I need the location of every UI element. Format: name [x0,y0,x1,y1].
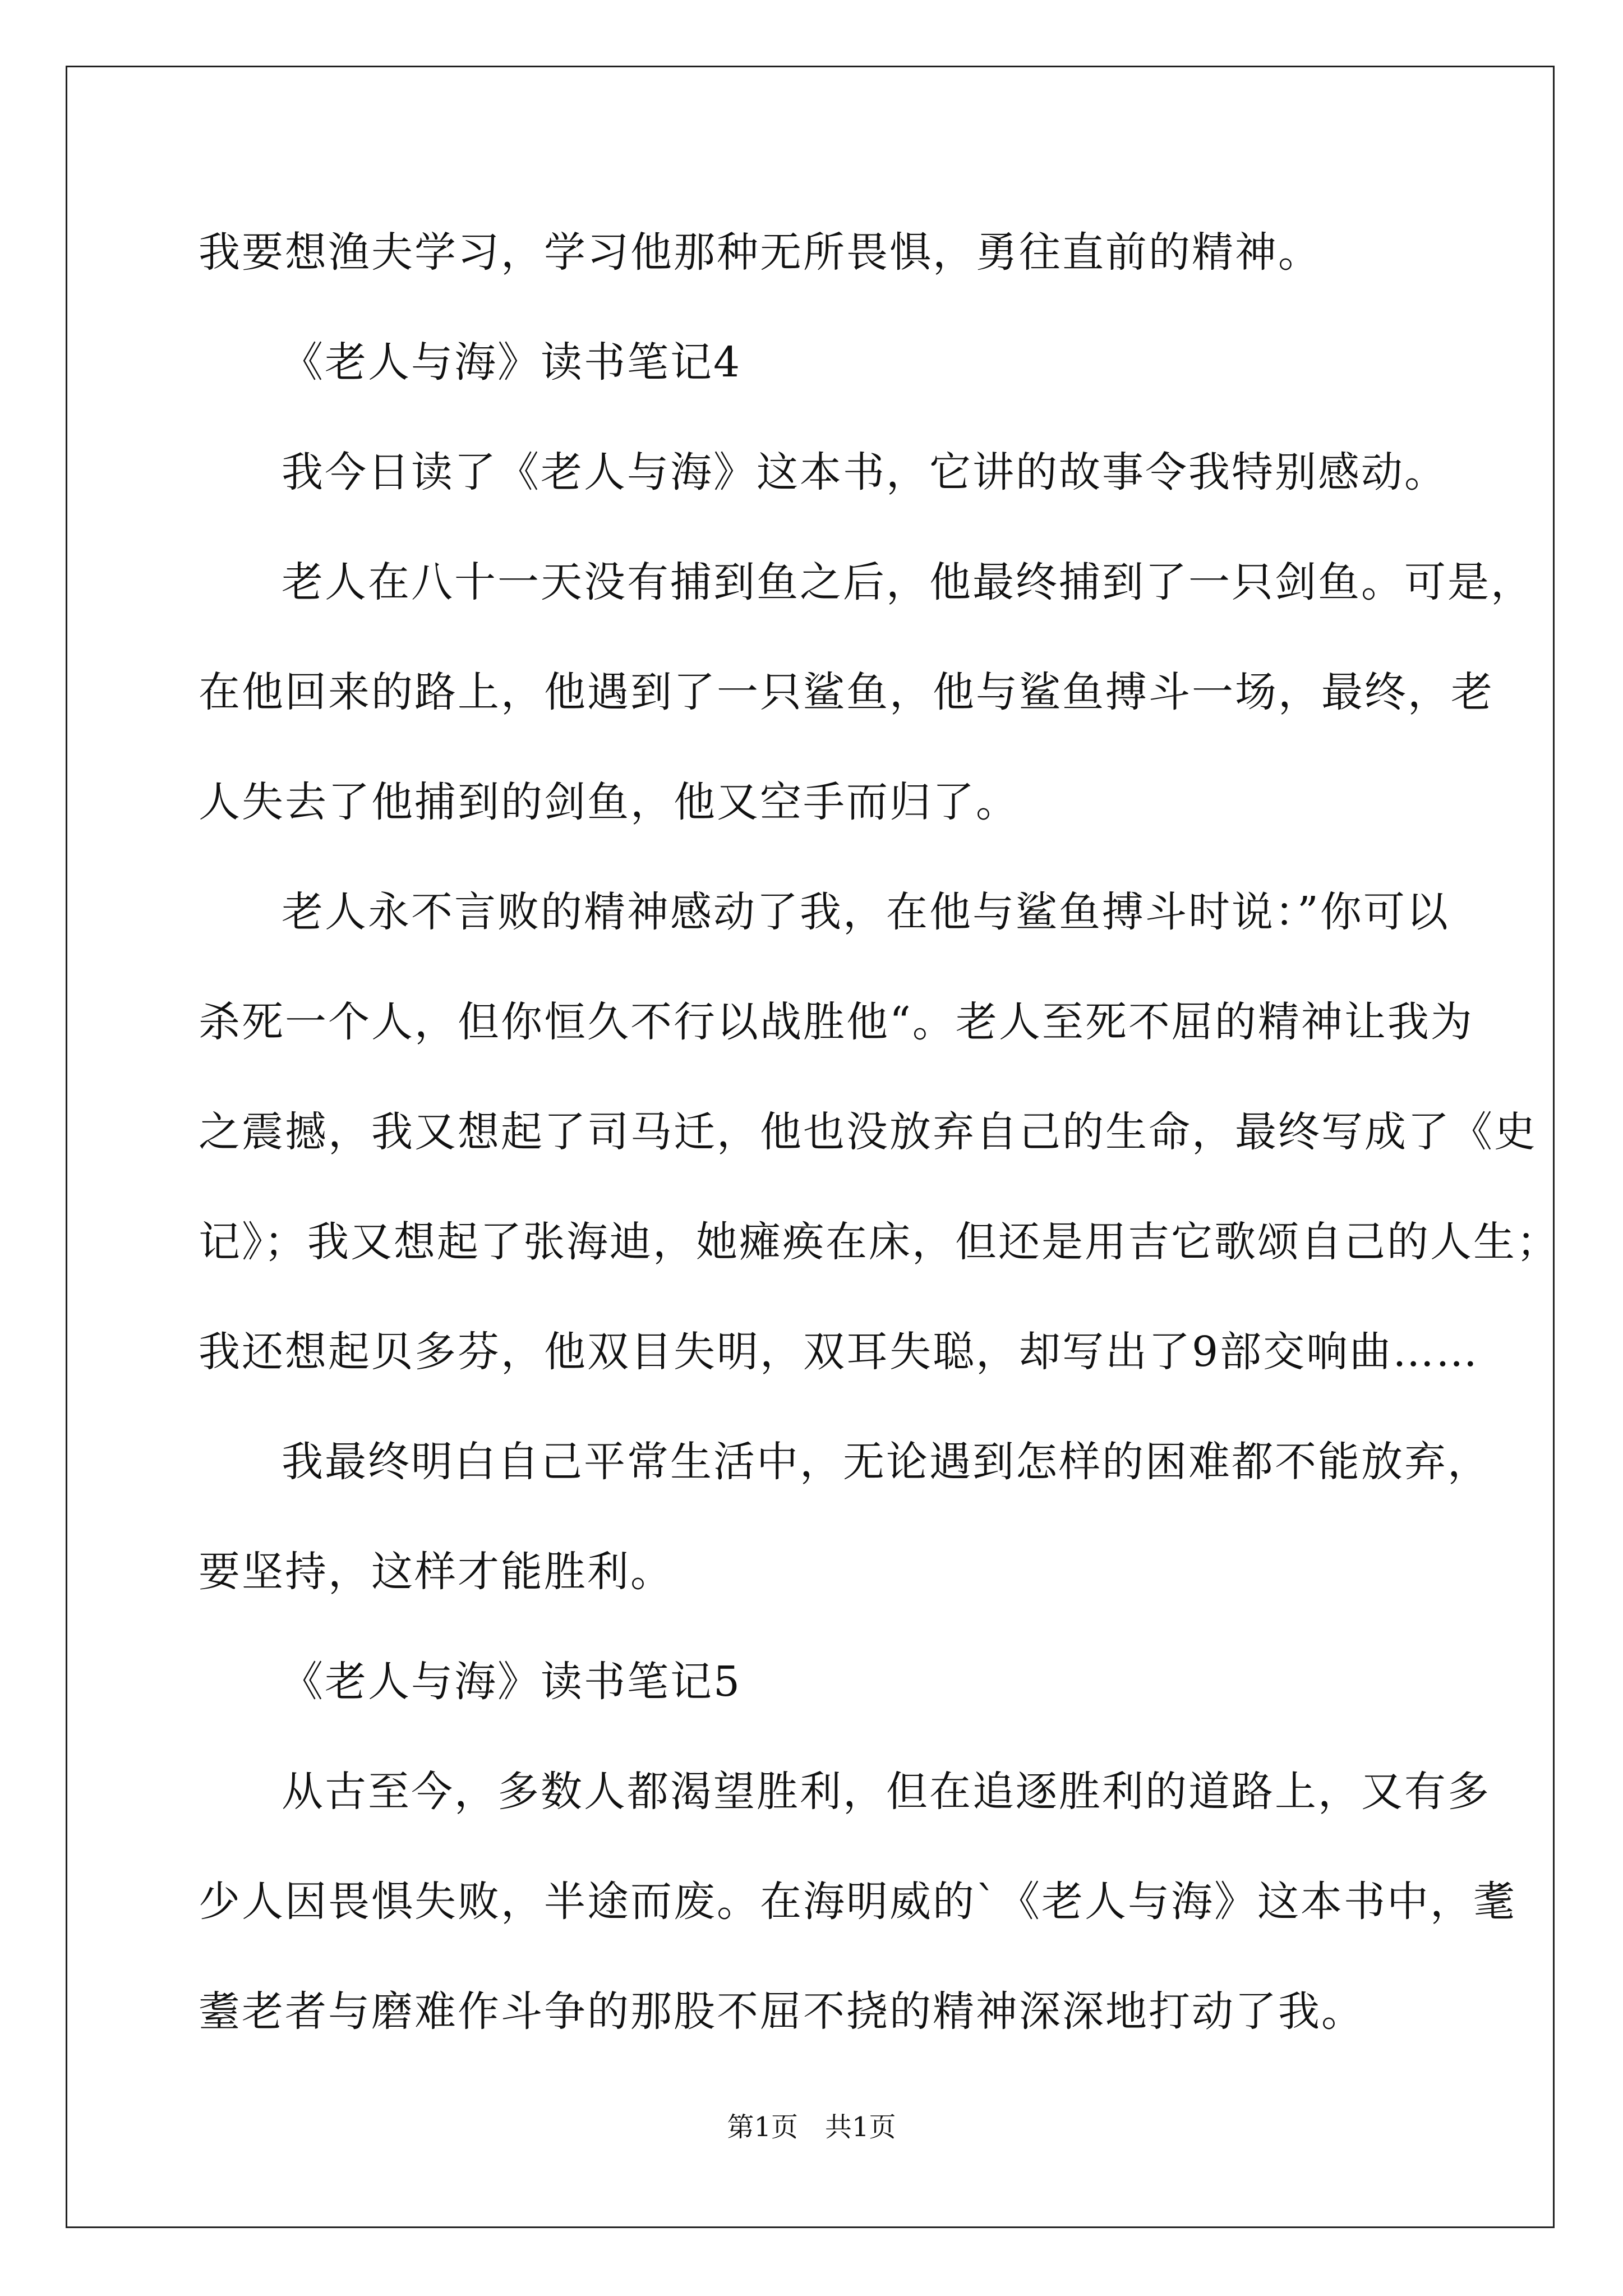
paragraph-line: 耋老者与磨难作斗争的那股不屈不挠的精神深深地打动了我。 [199,1987,1364,2036]
paragraph-line: 我最终明白自己平常生活中，无论遇到怎样的困难都不能放弃， [282,1438,1491,1486]
section-heading: 《老人与海》读书笔记4 [282,338,742,386]
paragraph-line: 少人因畏惧失败，半途而废。在海明威的`《老人与海》这本书中，耄 [199,1878,1516,1926]
paragraph-line: 我还想起贝多芬，他双目失明，双耳失聪，却写出了9部交响曲…… [199,1328,1479,1376]
page-number-footer: 第1页 共1页 [727,2111,896,2143]
paragraph-line: 之震撼，我又想起了司马迁，他也没放弃自己的生命，最终写成了《史 [199,1108,1537,1156]
paragraph-line: 杀死一个人，但你恒久不行以战胜他“。老人至死不屈的精神让我为 [199,998,1474,1046]
section-heading: 《老人与海》读书笔记5 [282,1658,742,1706]
paragraph-line: 在他回来的路上，他遇到了一只鲨鱼，他与鲨鱼搏斗一场，最终，老 [199,668,1494,716]
paragraph-line: 我要想渔夫学习，学习他那种无所畏惧，勇往直前的精神。 [199,228,1321,277]
paragraph-line: 我今日读了《老人与海》这本书，它讲的故事令我特别感动。 [282,448,1447,496]
paragraph-line: 记》；我又想起了张海迪，她瘫痪在床，但还是用吉它歌颂自己的人生； [199,1218,1560,1266]
paragraph-line: 老人在八十一天没有捕到鱼之后，他最终捕到了一只剑鱼。可是， [282,558,1534,606]
paragraph-line: 老人永不言败的精神感动了我，在他与鲨鱼搏斗时说：”你可以 [282,888,1450,936]
paragraph-line: 人失去了他捕到的剑鱼，他又空手而归了。 [199,778,1019,826]
paragraph-line: 要坚持，这样才能胜利。 [199,1548,674,1596]
paragraph-line: 从古至今，多数人都渴望胜利，但在追逐胜利的道路上，又有多 [282,1768,1491,1816]
